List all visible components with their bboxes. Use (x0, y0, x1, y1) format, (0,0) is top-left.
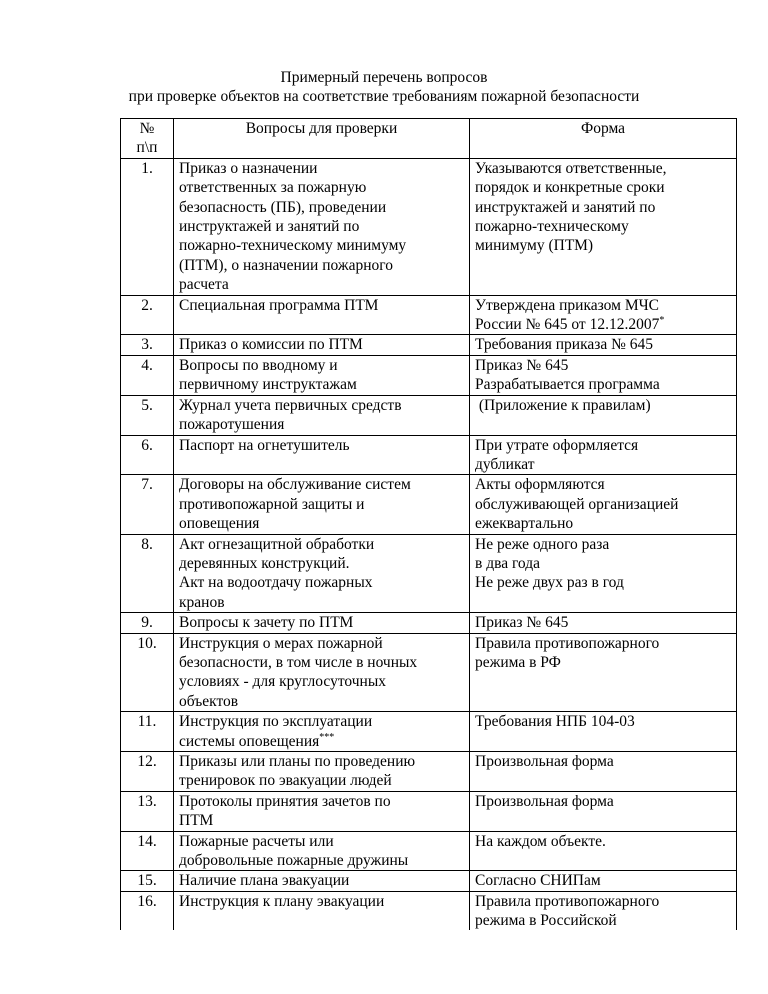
row-question (174, 712, 470, 752)
table-row (121, 534, 737, 613)
table-row (121, 791, 737, 831)
question-text: Акт на водоотдачу пожарных (179, 574, 373, 592)
question-text: пожарно-техническому минимуму (179, 237, 407, 255)
header-number (121, 119, 174, 159)
form-text: Требования приказа № 645 (475, 336, 654, 354)
form-text: Произвольная форма (475, 792, 614, 810)
row-number: 11. (121, 712, 174, 752)
form-line (475, 178, 731, 197)
form-line (475, 653, 731, 672)
question-text: Инструкция к плану эвакуации (179, 892, 385, 910)
form-text: Не реже одного раза (475, 535, 610, 553)
question-text: Протоколы принятия зачетов по (179, 792, 391, 810)
row-question (174, 831, 470, 871)
table-body (121, 158, 737, 930)
row-form (470, 752, 737, 792)
question-text: оповещения (179, 515, 260, 533)
form-text: Правила противопожарного (475, 892, 660, 910)
row-number: 3. (121, 335, 174, 355)
question-text: инструктажей и занятий по (179, 218, 360, 236)
table-row (121, 633, 737, 712)
form-line (475, 892, 731, 911)
table-row (121, 831, 737, 871)
table-row (121, 295, 737, 335)
form-line (475, 911, 731, 930)
question-line (179, 335, 464, 354)
question-text: ПТМ (179, 812, 214, 830)
question-line (179, 573, 464, 592)
form-line (475, 296, 731, 315)
row-question (174, 871, 470, 891)
form-line (475, 832, 731, 851)
row-form (470, 475, 737, 534)
row-question (174, 534, 470, 613)
question-line (179, 415, 464, 434)
form-text: дубликат (475, 455, 535, 473)
form-line (475, 634, 731, 653)
form-line (475, 159, 731, 178)
table-row (121, 752, 737, 792)
row-form (470, 158, 737, 295)
question-text: деревянных конструкций. (179, 554, 350, 572)
row-question (174, 395, 470, 435)
form-text: Разрабатывается программа (475, 376, 660, 394)
inspection-checklist-table (120, 118, 737, 930)
question-line (179, 752, 464, 771)
question-text: системы оповещения (179, 732, 320, 750)
question-line (179, 236, 464, 255)
row-number: 1. (121, 158, 174, 295)
question-text: ответственных за пожарную (179, 179, 367, 197)
question-line (179, 396, 464, 415)
table-row (121, 871, 737, 891)
form-text: На каждом объекте. (475, 832, 606, 850)
table-row (121, 475, 737, 534)
question-line (179, 436, 464, 455)
question-text: безопасность (ПБ), проведении (179, 198, 387, 216)
question-line (179, 198, 464, 217)
form-text: России № 645 от 12.12.2007 (475, 316, 660, 334)
question-line (179, 495, 464, 514)
question-text: Приказ о комиссии по ПТМ (179, 336, 363, 354)
question-text: пожаротушения (179, 416, 285, 434)
question-text: Вопросы по вводному и (179, 356, 338, 374)
form-text: Утверждена приказом МЧС (475, 296, 660, 314)
question-text: кранов (179, 593, 225, 611)
question-text: Инструкция о мерах пожарной (179, 634, 383, 652)
row-question (174, 355, 470, 395)
question-line (179, 634, 464, 653)
row-number: 9. (121, 613, 174, 633)
row-question (174, 752, 470, 792)
form-line (475, 792, 731, 811)
question-text: первичному инструктажам (179, 376, 357, 394)
row-question (174, 633, 470, 712)
form-line (475, 455, 731, 474)
question-text: Журнал учета первичных средств (179, 396, 402, 414)
form-line (475, 315, 731, 334)
question-line (179, 811, 464, 830)
table-row (121, 355, 737, 395)
table-viewport (120, 118, 737, 930)
form-line (475, 335, 731, 354)
row-form (470, 534, 737, 613)
question-line (179, 792, 464, 811)
form-text: Приказ № 645 (475, 614, 569, 632)
question-line (179, 256, 464, 275)
document-title-line-1: Примерный перечень вопросов (280, 69, 488, 86)
question-text: Приказ о назначении (179, 159, 318, 177)
question-text: условиях - для круглосуточных (179, 673, 387, 691)
form-text: Произвольная форма (475, 753, 614, 770)
question-line (179, 593, 464, 612)
form-text: Правила противопожарного (475, 634, 660, 652)
form-text: порядок и конкретные сроки (475, 179, 665, 197)
header-form: Форма (470, 119, 737, 159)
table-row (121, 158, 737, 295)
row-form (470, 395, 737, 435)
form-line (475, 712, 731, 731)
form-line (475, 495, 731, 514)
question-text: Специальная программа ПТМ (179, 296, 379, 314)
form-line (475, 573, 731, 592)
question-line (179, 672, 464, 691)
header-number-line: № (139, 120, 155, 137)
form-text: При утрате оформляется (475, 436, 639, 454)
question-text: тренировок по эвакуации людей (179, 772, 392, 790)
question-text: безопасности, в том числе в ночных (179, 653, 418, 671)
question-line (179, 851, 464, 870)
question-text: Пожарные расчеты или (179, 832, 334, 850)
form-line (475, 217, 731, 236)
question-text: добровольные пожарные дружины (179, 852, 409, 870)
question-line (179, 535, 464, 554)
form-text: Приказ № 645 (475, 356, 569, 374)
row-question (174, 613, 470, 633)
row-number: 15. (121, 871, 174, 891)
question-line (179, 613, 464, 632)
question-line (179, 159, 464, 178)
row-number: 10. (121, 633, 174, 712)
form-line (475, 436, 731, 455)
row-question (174, 295, 470, 335)
question-text: противопожарной защиты и (179, 495, 365, 513)
question-line (179, 712, 464, 731)
row-number: 12. (121, 752, 174, 792)
question-text: Договоры на обслуживание систем (179, 476, 411, 494)
row-number: 14. (121, 831, 174, 871)
row-number: 7. (121, 475, 174, 534)
question-line (179, 275, 464, 294)
row-question (174, 475, 470, 534)
row-form (470, 871, 737, 891)
footnote-marker: * (659, 315, 665, 327)
question-line (179, 178, 464, 197)
question-line (179, 296, 464, 315)
form-line (475, 554, 731, 573)
question-text: Вопросы к зачету по ПТМ (179, 614, 354, 632)
question-line (179, 771, 464, 790)
question-text: Инструкция по эксплуатации (179, 713, 373, 731)
row-question (174, 791, 470, 831)
form-text: (Приложение к правилам) (475, 396, 651, 414)
form-line (475, 198, 731, 217)
row-form (470, 712, 737, 752)
row-question (174, 891, 470, 930)
question-text: Наличие плана эвакуации (179, 872, 350, 890)
form-text: инструктажей и занятий по (475, 198, 656, 216)
row-form (470, 831, 737, 871)
row-number: 16. (121, 891, 174, 930)
row-form (470, 335, 737, 355)
question-line (179, 554, 464, 573)
question-line (179, 692, 464, 711)
form-line (475, 475, 731, 494)
row-number: 5. (121, 395, 174, 435)
question-text: Приказы или планы по проведению (179, 753, 416, 770)
row-form (470, 613, 737, 633)
question-line (179, 653, 464, 672)
form-text: режима в Российской (475, 912, 617, 930)
row-number: 2. (121, 295, 174, 335)
question-line (179, 375, 464, 394)
form-text: режима в РФ (475, 653, 561, 671)
form-line (475, 613, 731, 632)
form-text: ежеквартально (475, 515, 574, 533)
row-form (470, 295, 737, 335)
question-line (179, 871, 464, 890)
question-text: объектов (179, 692, 239, 710)
question-line (179, 356, 464, 375)
question-line (179, 832, 464, 851)
form-text: Указываются ответственные, (475, 159, 667, 177)
row-form (470, 791, 737, 831)
question-text: расчета (179, 276, 229, 294)
form-line (475, 375, 731, 394)
table-row (121, 712, 737, 752)
form-line (475, 514, 731, 533)
header-number-line: п\п (136, 139, 158, 157)
table-row (121, 335, 737, 355)
form-text: минимуму (ПТМ) (475, 237, 594, 255)
form-text: Согласно СНИПам (475, 872, 601, 890)
form-line (475, 356, 731, 375)
row-form (470, 633, 737, 712)
question-line (179, 892, 464, 911)
form-text: Требования НПБ 104-03 (475, 713, 635, 731)
form-text: Не реже двух раз в год (475, 574, 624, 592)
form-line (475, 396, 731, 415)
row-question (174, 158, 470, 295)
question-line (179, 475, 464, 494)
form-text: в два года (475, 554, 540, 572)
header-question: Вопросы для проверки (174, 119, 470, 159)
row-form (470, 435, 737, 475)
row-number: 6. (121, 435, 174, 475)
row-question (174, 335, 470, 355)
row-form (470, 891, 737, 930)
table-row (121, 891, 737, 930)
row-number: 4. (121, 355, 174, 395)
row-number: 8. (121, 534, 174, 613)
question-text: Паспорт на огнетушитель (179, 436, 350, 454)
table-row (121, 395, 737, 435)
question-line (179, 732, 464, 751)
question-text: Акт огнезащитной обработки (179, 535, 375, 553)
document-title-line-2: при проверке объектов на соответствие требованиям пожарной безопасности (128, 88, 640, 105)
form-line (475, 871, 731, 890)
footnote-marker: *** (319, 731, 335, 743)
question-line (179, 514, 464, 533)
form-line (475, 535, 731, 554)
row-number: 13. (121, 791, 174, 831)
question-text: (ПТМ), о назначении пожарного (179, 256, 393, 274)
form-line (475, 752, 731, 771)
form-text: пожарно-техническому (475, 218, 629, 236)
form-line (475, 236, 731, 255)
table-row (121, 435, 737, 475)
table-header-row (121, 119, 737, 159)
row-form (470, 355, 737, 395)
form-text: Акты оформляются (475, 476, 605, 494)
form-text: обслуживающей организацией (475, 495, 679, 513)
row-question (174, 435, 470, 475)
question-line (179, 217, 464, 236)
table-row (121, 613, 737, 633)
